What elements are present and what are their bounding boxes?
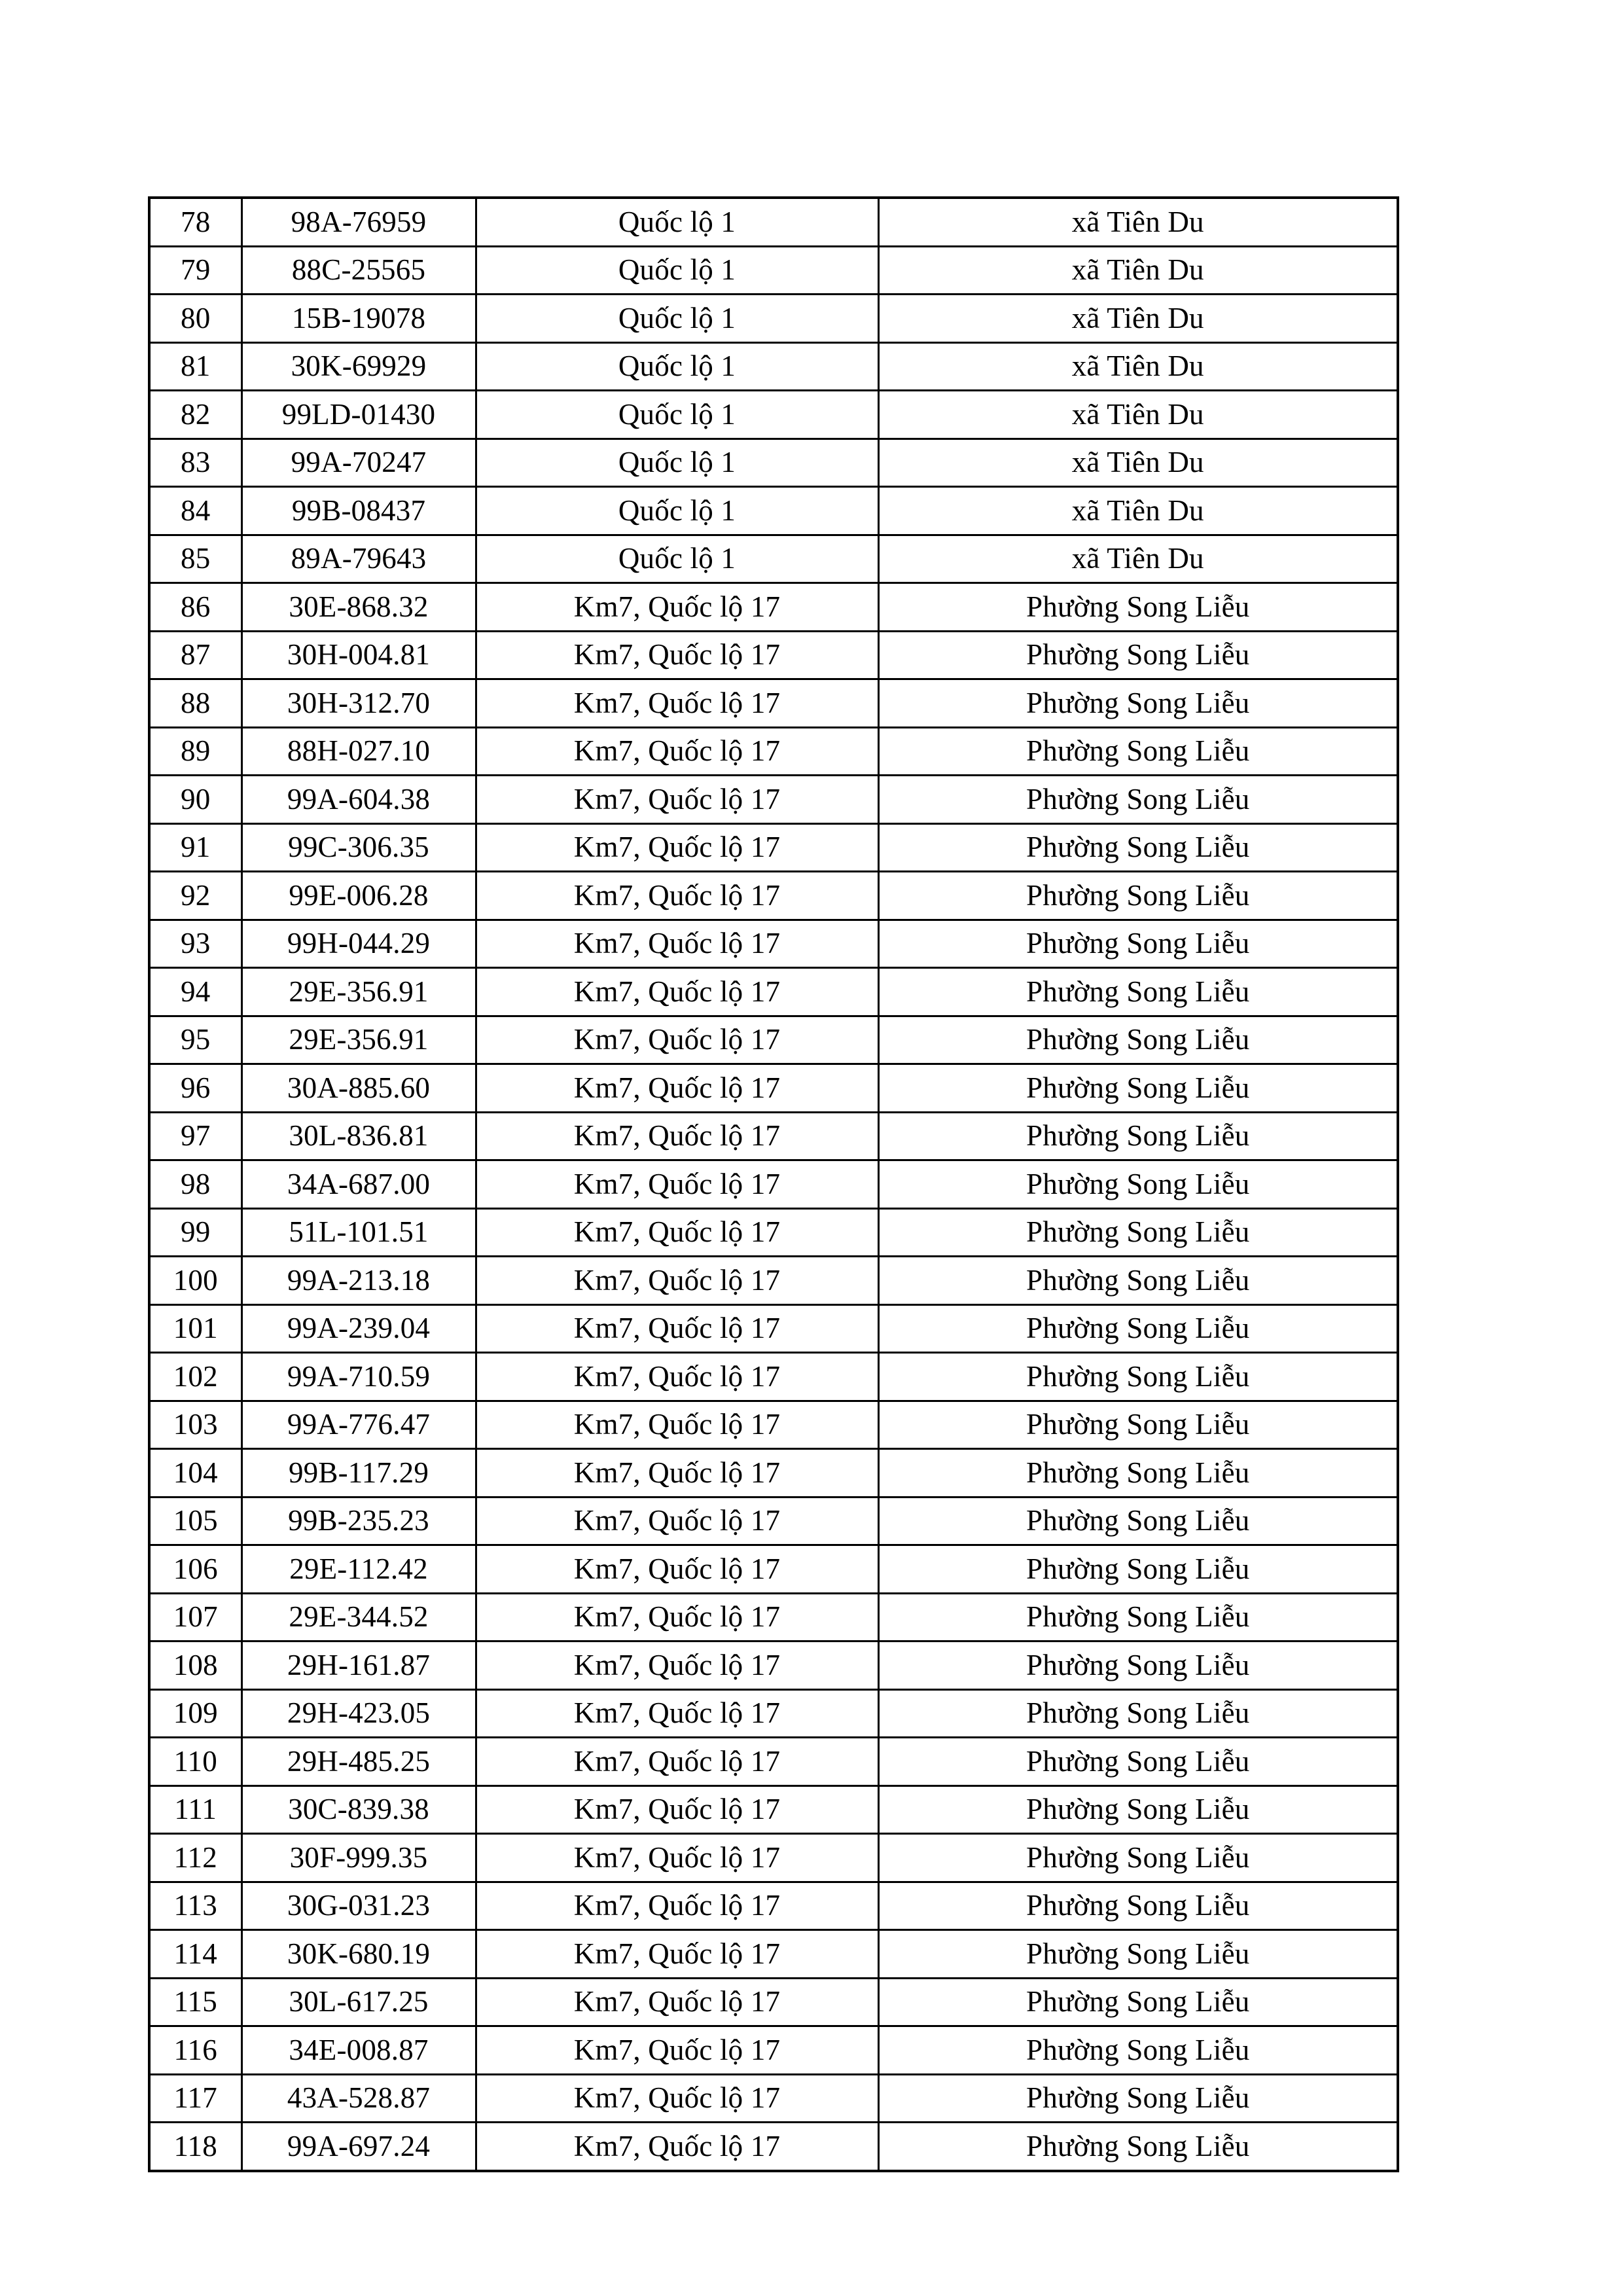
row-number-cell: 96 — [149, 1064, 241, 1113]
row-number-cell: 82 — [149, 391, 241, 439]
road-location-cell: Quốc lộ 1 — [476, 246, 878, 295]
table-row — [149, 1689, 1398, 1738]
row-number-cell: 90 — [149, 776, 241, 824]
row-number-cell: 112 — [149, 1834, 241, 1882]
table-row — [149, 631, 1398, 679]
row-number-cell: 97 — [149, 1112, 241, 1160]
table-row — [149, 1449, 1398, 1498]
table-row — [149, 1112, 1398, 1160]
ward-name-cell: Phường Song Liễu — [878, 920, 1398, 968]
road-location-cell: Km7, Quốc lộ 17 — [476, 1449, 878, 1498]
ward-name-cell: Phường Song Liễu — [878, 1738, 1398, 1786]
license-plate-cell: 99A-239.04 — [241, 1304, 476, 1353]
road-location-cell: Km7, Quốc lộ 17 — [476, 1064, 878, 1113]
table-row — [149, 2123, 1398, 2171]
road-location-cell: Km7, Quốc lộ 17 — [476, 1882, 878, 1930]
road-location-cell: Km7, Quốc lộ 17 — [476, 1304, 878, 1353]
ward-name-cell: Phường Song Liễu — [878, 2123, 1398, 2171]
row-number-cell: 100 — [149, 1257, 241, 1305]
road-location-cell: Km7, Quốc lộ 17 — [476, 1497, 878, 1545]
table-row — [149, 1545, 1398, 1594]
row-number-cell: 104 — [149, 1449, 241, 1498]
table-row — [149, 487, 1398, 535]
table-row — [149, 2026, 1398, 2075]
license-plate-cell: 29E-356.91 — [241, 968, 476, 1016]
ward-name-cell: Phường Song Liễu — [878, 1016, 1398, 1064]
license-plate-cell: 30K-680.19 — [241, 1930, 476, 1979]
table-row — [149, 776, 1398, 824]
license-plate-cell: 43A-528.87 — [241, 2074, 476, 2123]
row-number-cell: 95 — [149, 1016, 241, 1064]
license-plate-cell: 30H-312.70 — [241, 679, 476, 728]
license-plate-cell: 30H-004.81 — [241, 631, 476, 679]
license-plate-cell: 30C-839.38 — [241, 1785, 476, 1834]
license-plate-cell: 30G-031.23 — [241, 1882, 476, 1930]
ward-name-cell: Phường Song Liễu — [878, 1785, 1398, 1834]
table-row — [149, 583, 1398, 632]
license-plate-cell: 99H-044.29 — [241, 920, 476, 968]
table-row — [149, 1208, 1398, 1257]
road-location-cell: Quốc lộ 1 — [476, 295, 878, 343]
ward-name-cell: xã Tiên Du — [878, 342, 1398, 391]
ward-name-cell: Phường Song Liễu — [878, 583, 1398, 632]
ward-name-cell: xã Tiên Du — [878, 487, 1398, 535]
ward-name-cell: Phường Song Liễu — [878, 1689, 1398, 1738]
license-plate-cell: 89A-79643 — [241, 535, 476, 583]
road-location-cell: Quốc lộ 1 — [476, 391, 878, 439]
ward-name-cell: Phường Song Liễu — [878, 631, 1398, 679]
table-row — [149, 920, 1398, 968]
license-plate-cell: 30A-885.60 — [241, 1064, 476, 1113]
road-location-cell: Km7, Quốc lộ 17 — [476, 1353, 878, 1401]
license-plate-cell: 29H-485.25 — [241, 1738, 476, 1786]
ward-name-cell: Phường Song Liễu — [878, 1497, 1398, 1545]
ward-name-cell: Phường Song Liễu — [878, 1401, 1398, 1449]
road-location-cell: Km7, Quốc lộ 17 — [476, 1401, 878, 1449]
license-plate-cell: 29E-112.42 — [241, 1545, 476, 1594]
table-row — [149, 2074, 1398, 2123]
row-number-cell: 107 — [149, 1593, 241, 1641]
road-location-cell: Km7, Quốc lộ 17 — [476, 1689, 878, 1738]
road-location-cell: Km7, Quốc lộ 17 — [476, 1257, 878, 1305]
ward-name-cell: xã Tiên Du — [878, 535, 1398, 583]
ward-name-cell: Phường Song Liễu — [878, 776, 1398, 824]
ward-name-cell: Phường Song Liễu — [878, 1882, 1398, 1930]
license-plate-cell: 30F-999.35 — [241, 1834, 476, 1882]
table-row — [149, 1304, 1398, 1353]
table-row — [149, 1785, 1398, 1834]
row-number-cell: 88 — [149, 679, 241, 728]
row-number-cell: 81 — [149, 342, 241, 391]
row-number-cell: 89 — [149, 727, 241, 776]
license-plate-cell: 29E-356.91 — [241, 1016, 476, 1064]
road-location-cell: Km7, Quốc lộ 17 — [476, 776, 878, 824]
road-location-cell: Km7, Quốc lộ 17 — [476, 1112, 878, 1160]
row-number-cell: 79 — [149, 246, 241, 295]
row-number-cell: 83 — [149, 439, 241, 487]
table-row — [149, 1834, 1398, 1882]
license-plate-cell: 99LD-01430 — [241, 391, 476, 439]
ward-name-cell: Phường Song Liễu — [878, 727, 1398, 776]
road-location-cell: Km7, Quốc lộ 17 — [476, 1545, 878, 1594]
road-location-cell: Km7, Quốc lộ 17 — [476, 679, 878, 728]
ward-name-cell: Phường Song Liễu — [878, 1449, 1398, 1498]
row-number-cell: 111 — [149, 1785, 241, 1834]
road-location-cell: Km7, Quốc lộ 17 — [476, 1641, 878, 1690]
ward-name-cell: Phường Song Liễu — [878, 1304, 1398, 1353]
table-row — [149, 246, 1398, 295]
row-number-cell: 93 — [149, 920, 241, 968]
ward-name-cell: xã Tiên Du — [878, 198, 1398, 246]
table-row — [149, 1160, 1398, 1209]
table-row — [149, 535, 1398, 583]
road-location-cell: Km7, Quốc lộ 17 — [476, 1208, 878, 1257]
row-number-cell: 103 — [149, 1401, 241, 1449]
road-location-cell: Km7, Quốc lộ 17 — [476, 631, 878, 679]
row-number-cell: 99 — [149, 1208, 241, 1257]
table-row — [149, 1882, 1398, 1930]
road-location-cell: Km7, Quốc lộ 17 — [476, 1785, 878, 1834]
ward-name-cell: xã Tiên Du — [878, 391, 1398, 439]
table-row — [149, 295, 1398, 343]
ward-name-cell: Phường Song Liễu — [878, 2026, 1398, 2075]
license-plate-cell: 15B-19078 — [241, 295, 476, 343]
license-plate-cell: 99A-697.24 — [241, 2123, 476, 2171]
license-plate-cell: 99A-710.59 — [241, 1353, 476, 1401]
table-row — [149, 968, 1398, 1016]
ward-name-cell: xã Tiên Du — [878, 295, 1398, 343]
license-plate-cell: 99B-235.23 — [241, 1497, 476, 1545]
road-location-cell: Km7, Quốc lộ 17 — [476, 2026, 878, 2075]
row-number-cell: 110 — [149, 1738, 241, 1786]
table-row — [149, 1401, 1398, 1449]
ward-name-cell: Phường Song Liễu — [878, 823, 1398, 872]
row-number-cell: 113 — [149, 1882, 241, 1930]
license-plate-cell: 29E-344.52 — [241, 1593, 476, 1641]
road-location-cell: Quốc lộ 1 — [476, 198, 878, 246]
table-row — [149, 1016, 1398, 1064]
table-row — [149, 198, 1398, 246]
table-row — [149, 1930, 1398, 1979]
row-number-cell: 80 — [149, 295, 241, 343]
license-plate-cell: 30E-868.32 — [241, 583, 476, 632]
road-location-cell: Km7, Quốc lộ 17 — [476, 823, 878, 872]
license-plate-cell: 99B-117.29 — [241, 1449, 476, 1498]
row-number-cell: 102 — [149, 1353, 241, 1401]
license-plate-cell: 99A-70247 — [241, 439, 476, 487]
table-row — [149, 1353, 1398, 1401]
table-row — [149, 1497, 1398, 1545]
ward-name-cell: Phường Song Liễu — [878, 1353, 1398, 1401]
road-location-cell: Km7, Quốc lộ 17 — [476, 920, 878, 968]
road-location-cell: Km7, Quốc lộ 17 — [476, 1930, 878, 1979]
license-plate-cell: 88H-027.10 — [241, 727, 476, 776]
table-row — [149, 391, 1398, 439]
road-location-cell: Km7, Quốc lộ 17 — [476, 872, 878, 920]
license-plate-cell: 98A-76959 — [241, 198, 476, 246]
ward-name-cell: Phường Song Liễu — [878, 1112, 1398, 1160]
license-plate-cell: 99E-006.28 — [241, 872, 476, 920]
road-location-cell: Km7, Quốc lộ 17 — [476, 1978, 878, 2026]
table-row — [149, 679, 1398, 728]
ward-name-cell: Phường Song Liễu — [878, 2074, 1398, 2123]
table-row — [149, 872, 1398, 920]
ward-name-cell: Phường Song Liễu — [878, 1160, 1398, 1209]
road-location-cell: Quốc lộ 1 — [476, 487, 878, 535]
row-number-cell: 98 — [149, 1160, 241, 1209]
ward-name-cell: Phường Song Liễu — [878, 1545, 1398, 1594]
license-plate-cell: 30L-617.25 — [241, 1978, 476, 2026]
row-number-cell: 105 — [149, 1497, 241, 1545]
ward-name-cell: Phường Song Liễu — [878, 1064, 1398, 1113]
row-number-cell: 87 — [149, 631, 241, 679]
table-row — [149, 1641, 1398, 1690]
license-plate-cell: 99A-604.38 — [241, 776, 476, 824]
license-plate-cell: 30K-69929 — [241, 342, 476, 391]
license-plate-cell: 88C-25565 — [241, 246, 476, 295]
registration-table-container — [148, 196, 1397, 2172]
row-number-cell: 85 — [149, 535, 241, 583]
road-location-cell: Km7, Quốc lộ 17 — [476, 1834, 878, 1882]
table-row — [149, 1738, 1398, 1786]
row-number-cell: 115 — [149, 1978, 241, 2026]
road-location-cell: Km7, Quốc lộ 17 — [476, 1160, 878, 1209]
row-number-cell: 92 — [149, 872, 241, 920]
road-location-cell: Km7, Quốc lộ 17 — [476, 1738, 878, 1786]
license-plate-cell: 34E-008.87 — [241, 2026, 476, 2075]
table-row — [149, 1257, 1398, 1305]
row-number-cell: 86 — [149, 583, 241, 632]
road-location-cell: Km7, Quốc lộ 17 — [476, 2074, 878, 2123]
table-body — [149, 198, 1398, 2171]
row-number-cell: 114 — [149, 1930, 241, 1979]
ward-name-cell: Phường Song Liễu — [878, 1930, 1398, 1979]
license-plate-cell: 99A-213.18 — [241, 1257, 476, 1305]
road-location-cell: Km7, Quốc lộ 17 — [476, 583, 878, 632]
ward-name-cell: Phường Song Liễu — [878, 872, 1398, 920]
ward-name-cell: Phường Song Liễu — [878, 1978, 1398, 2026]
table-row — [149, 823, 1398, 872]
ward-name-cell: Phường Song Liễu — [878, 1593, 1398, 1641]
table-row — [149, 1978, 1398, 2026]
row-number-cell: 91 — [149, 823, 241, 872]
road-location-cell: Km7, Quốc lộ 17 — [476, 727, 878, 776]
row-number-cell: 117 — [149, 2074, 241, 2123]
row-number-cell: 84 — [149, 487, 241, 535]
row-number-cell: 118 — [149, 2123, 241, 2171]
license-plate-cell: 99C-306.35 — [241, 823, 476, 872]
table-row — [149, 727, 1398, 776]
ward-name-cell: xã Tiên Du — [878, 246, 1398, 295]
ward-name-cell: Phường Song Liễu — [878, 1641, 1398, 1690]
license-plate-cell: 51L-101.51 — [241, 1208, 476, 1257]
license-plate-cell: 99A-776.47 — [241, 1401, 476, 1449]
road-location-cell: Km7, Quốc lộ 17 — [476, 968, 878, 1016]
road-location-cell: Km7, Quốc lộ 17 — [476, 1016, 878, 1064]
row-number-cell: 109 — [149, 1689, 241, 1738]
row-number-cell: 78 — [149, 198, 241, 246]
row-number-cell: 116 — [149, 2026, 241, 2075]
road-location-cell: Km7, Quốc lộ 17 — [476, 2123, 878, 2171]
license-plate-cell: 30L-836.81 — [241, 1112, 476, 1160]
road-location-cell: Km7, Quốc lộ 17 — [476, 1593, 878, 1641]
ward-name-cell: Phường Song Liễu — [878, 1208, 1398, 1257]
road-location-cell: Quốc lộ 1 — [476, 535, 878, 583]
table-row — [149, 1064, 1398, 1113]
table-row — [149, 439, 1398, 487]
vehicle-registration-table — [148, 196, 1399, 2172]
ward-name-cell: xã Tiên Du — [878, 439, 1398, 487]
row-number-cell: 101 — [149, 1304, 241, 1353]
row-number-cell: 106 — [149, 1545, 241, 1594]
row-number-cell: 108 — [149, 1641, 241, 1690]
license-plate-cell: 99B-08437 — [241, 487, 476, 535]
road-location-cell: Quốc lộ 1 — [476, 439, 878, 487]
row-number-cell: 94 — [149, 968, 241, 1016]
ward-name-cell: Phường Song Liễu — [878, 679, 1398, 728]
license-plate-cell: 29H-161.87 — [241, 1641, 476, 1690]
table-row — [149, 342, 1398, 391]
road-location-cell: Quốc lộ 1 — [476, 342, 878, 391]
table-row — [149, 1593, 1398, 1641]
license-plate-cell: 34A-687.00 — [241, 1160, 476, 1209]
ward-name-cell: Phường Song Liễu — [878, 968, 1398, 1016]
ward-name-cell: Phường Song Liễu — [878, 1834, 1398, 1882]
ward-name-cell: Phường Song Liễu — [878, 1257, 1398, 1305]
license-plate-cell: 29H-423.05 — [241, 1689, 476, 1738]
